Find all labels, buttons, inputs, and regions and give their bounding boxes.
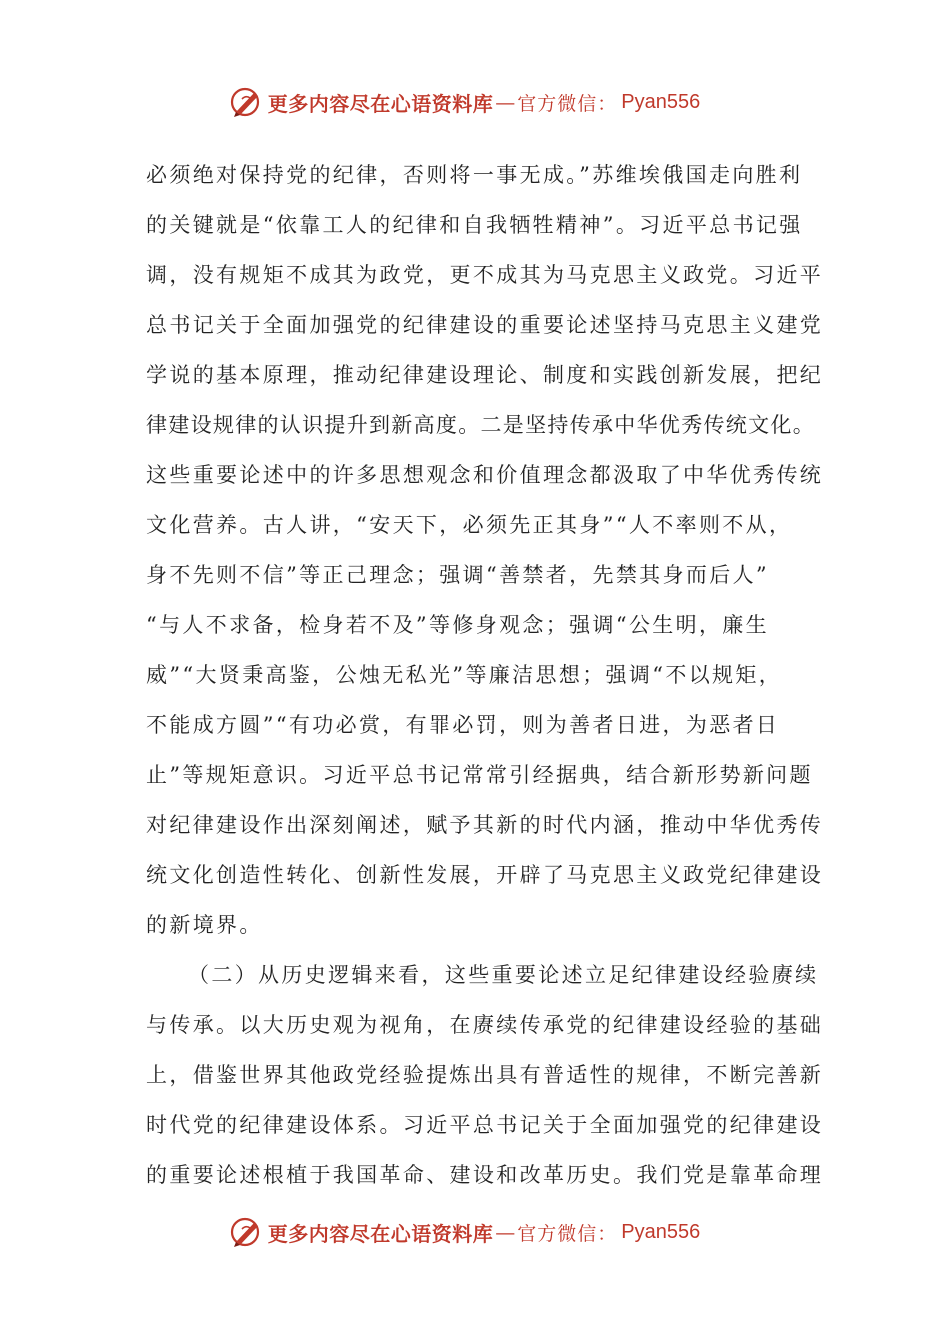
- footer-title: 更多内容尽在心语资料库: [267, 1221, 494, 1246]
- body-line: 学说的基本原理，推动纪律建设理论、制度和实践创新发展，把纪: [146, 363, 824, 387]
- footer-wechat-id: Pyan556: [621, 1220, 701, 1243]
- footer-label: 官方微信：: [517, 1222, 618, 1245]
- pen-logo-icon: [230, 1215, 264, 1249]
- header-title: 更多内容尽在心语资料库: [267, 91, 494, 116]
- body-line: 律建设规律的认识提升到新高度。二是坚持传承中华优秀传统文化。: [146, 413, 815, 437]
- body-line: 对纪律建设作出深刻阐述，赋予其新的时代内涵，推动中华优秀传: [146, 813, 824, 837]
- body-line: 时代党的纪律建设体系。习近平总书记关于全面加强党的纪律建设: [146, 1113, 824, 1137]
- body-line: 的新境界。: [146, 913, 263, 937]
- document-body: [146, 150, 824, 1200]
- body-line: 上，借鉴世界其他政党经验提炼出具有普适性的规律，不断完善新: [146, 1063, 824, 1087]
- body-line: 文化营养。古人讲，“安天下，必须先正其身”“人不率则不从，: [146, 513, 793, 537]
- body-line: 统文化创造性转化、创新性发展，开辟了马克思主义政党纪律建设: [146, 863, 824, 887]
- footer-banner: [0, 1212, 950, 1252]
- body-line: 威”“大贤秉高鉴，公烛无私光”等廉洁思想；强调“不以规矩，: [146, 663, 783, 687]
- header-dash: —: [495, 90, 516, 114]
- body-line: 身不先则不信”等正己理念；强调“善禁者，先禁其身而后人”: [146, 563, 770, 587]
- pen-logo-icon: [230, 85, 264, 119]
- body-line: 不能成方圆”“有功必赏，有罪必罚，则为善者日进，为恶者日: [146, 713, 780, 737]
- body-line: 止”等规矩意识。习近平总书记常常引经据典，结合新形势新问题: [146, 763, 813, 787]
- header-wechat-id: Pyan556: [621, 90, 701, 113]
- header-label: 官方微信：: [517, 92, 618, 115]
- body-line: 这些重要论述中的许多思想观念和价值理念都汲取了中华优秀传统: [146, 463, 824, 487]
- body-line: 的重要论述根植于我国革命、建设和改革历史。我们党是靠革命理: [146, 1163, 824, 1187]
- body-line: 必须绝对保持党的纪律，否则将一事无成。”苏维埃俄国走向胜利: [146, 163, 803, 187]
- body-line: 与传承。以大历史观为视角，在赓续传承党的纪律建设经验的基础: [146, 1013, 824, 1037]
- body-line: 调，没有规矩不成其为政党，更不成其为马克思主义政党。习近平: [146, 263, 824, 287]
- body-line: “与人不求备，检身若不及”等修身观念；强调“公生明，廉生: [146, 613, 770, 637]
- body-line: 的关键就是“依靠工人的纪律和自我牺牲精神”。习近平总书记强: [146, 213, 803, 237]
- footer-dash: —: [495, 1220, 516, 1244]
- body-line: 总书记关于全面加强党的纪律建设的重要论述坚持马克思主义建党: [146, 313, 824, 337]
- header-banner: [0, 82, 950, 122]
- paragraph-start-line: （二）从历史逻辑来看，这些重要论述立足纪律建设经验赓续: [188, 963, 819, 987]
